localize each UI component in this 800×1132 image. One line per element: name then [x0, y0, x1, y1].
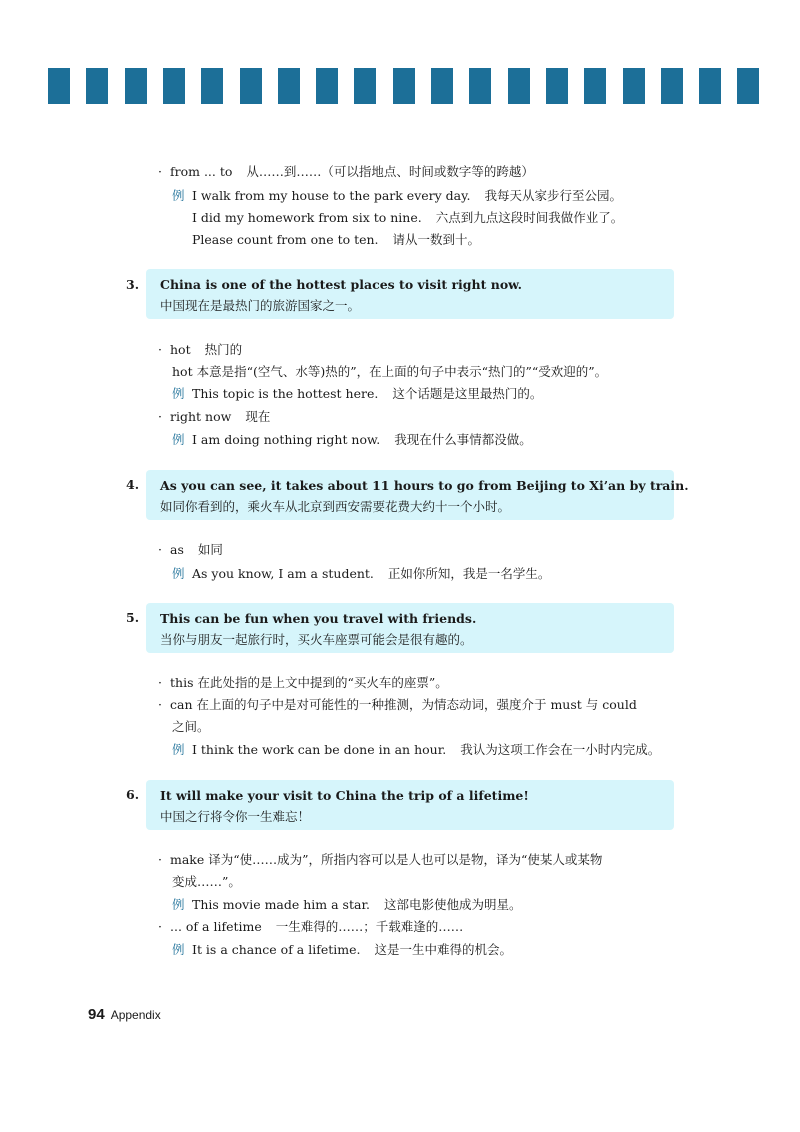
sentence-box — [146, 470, 689, 520]
example-mark: 例 — [172, 386, 185, 401]
bullet-term: hot — [170, 342, 191, 357]
bullet-dot: · — [158, 542, 162, 557]
sentence-zh: 中国现在是最热门的旅游国家之一。 — [160, 298, 361, 313]
header-block — [201, 68, 223, 104]
example-line — [172, 431, 532, 449]
header-block — [584, 68, 606, 104]
bullet-can — [158, 696, 637, 714]
bullet-as — [158, 541, 223, 559]
footer-label: Appendix — [110, 1008, 161, 1022]
bullet-gloss: 热门的 — [204, 342, 243, 357]
example-mark: 例 — [172, 566, 185, 581]
bullet-term: as — [170, 542, 184, 557]
page-footer — [88, 1006, 161, 1023]
note-detail: hot 本意是指“(空气、水等)热的”，在上面的句子中表示“热门的”“受欢迎的”。 — [172, 364, 608, 379]
sentence-box — [146, 269, 674, 319]
section-number: 3. — [126, 277, 140, 292]
page-number: 94 — [88, 1006, 105, 1023]
header-block — [354, 68, 376, 104]
example-line — [172, 565, 550, 583]
bullet-text: this 在此处指的是上文中提到的“买火车的座票”。 — [170, 675, 448, 690]
header-block — [163, 68, 185, 104]
bullet-term: ... of a lifetime — [170, 919, 262, 934]
bullet-dot: · — [158, 852, 162, 867]
header-block — [508, 68, 530, 104]
example-zh: 这部电影使他成为明星。 — [384, 897, 522, 912]
example-en: This topic is the hottest here. — [192, 386, 379, 401]
example-line — [172, 187, 622, 205]
example-en: I walk from my house to the park every day. — [192, 188, 471, 203]
example-mark: 例 — [172, 897, 185, 912]
bullet-gloss: 如同 — [197, 542, 223, 557]
bullet-term: from ... to — [170, 164, 233, 179]
bullet-gloss: 从……到……（可以指地点、时间或数字等的跨越） — [246, 164, 534, 179]
bullet-continuation: 之间。 — [172, 719, 210, 734]
sentence-zh: 当你与朋友一起旅行时，买火车座票可能会是很有趣的。 — [160, 632, 473, 647]
example-zh: 这个话题是这里最热门的。 — [392, 386, 543, 401]
example-mark: 例 — [172, 432, 185, 447]
header-block — [546, 68, 568, 104]
example-en: I think the work can be done in an hour. — [192, 742, 447, 757]
bullet-gloss: 现在 — [245, 409, 271, 424]
bullet-text: can 在上面的句子中是对可能性的一种推测，为情态动词，强度介于 must 与 could — [170, 697, 637, 712]
sentence-en: It will make your visit to China the trip of a lifetime! — [160, 788, 529, 803]
header-block — [699, 68, 721, 104]
section-number: 6. — [126, 787, 140, 802]
example-en: It is a chance of a lifetime. — [192, 942, 361, 957]
sentence-en: China is one of the hottest places to visit right now. — [160, 277, 523, 292]
example-en: I did my homework from six to nine. — [192, 210, 422, 225]
example-line — [192, 209, 623, 227]
bullet-dot: · — [158, 409, 162, 424]
bullet-continuation: 变成……”。 — [172, 874, 241, 889]
bullet-of-a-lifetime — [158, 918, 463, 936]
example-line — [172, 741, 660, 759]
bullet-make — [158, 851, 602, 869]
example-line — [172, 385, 542, 403]
bullet-dot: · — [158, 164, 162, 179]
sentence-box — [146, 780, 674, 830]
header-block — [86, 68, 108, 104]
sentence-box — [146, 603, 674, 653]
bullet-dot: · — [158, 675, 162, 690]
bullet-this — [158, 674, 448, 692]
header-block — [240, 68, 262, 104]
header-block — [48, 68, 70, 104]
section-number: 4. — [126, 477, 140, 492]
example-mark: 例 — [172, 942, 185, 957]
sentence-zh: 中国之行将令你一生难忘！ — [160, 809, 311, 824]
bullet-dot: · — [158, 919, 162, 934]
example-line — [192, 231, 480, 249]
sentence-en: This can be fun when you travel with friends. — [160, 611, 477, 626]
bullet-term: right now — [170, 409, 232, 424]
header-block — [278, 68, 300, 104]
example-line — [172, 896, 522, 914]
example-zh: 我每天从家步行至公园。 — [484, 188, 623, 203]
bullet-hot — [158, 341, 242, 359]
header-block — [316, 68, 338, 104]
example-line — [172, 941, 512, 959]
example-zh: 我现在什么事情都没做。 — [394, 432, 532, 447]
sentence-zh: 如同你看到的，乘火车从北京到西安需要花费大约十一个小时。 — [160, 499, 511, 514]
example-mark: 例 — [172, 188, 185, 203]
example-en: I am doing nothing right now. — [192, 432, 381, 447]
header-block — [125, 68, 147, 104]
header-block — [737, 68, 759, 104]
bullet-right-now — [158, 408, 270, 426]
example-en: As you know, I am a student. — [192, 566, 374, 581]
example-zh: 请从一数到十。 — [392, 232, 481, 247]
example-zh: 正如你所知，我是一名学生。 — [387, 566, 551, 581]
bullet-dot: · — [158, 697, 162, 712]
example-zh: 我认为这项工作会在一小时内完成。 — [460, 742, 661, 757]
example-zh: 六点到九点这段时间我做作业了。 — [435, 210, 624, 225]
header-block — [469, 68, 491, 104]
example-zh: 这是一生中难得的机会。 — [374, 942, 513, 957]
example-en: Please count from one to ten. — [192, 232, 379, 247]
section-number: 5. — [126, 610, 140, 625]
header-block — [623, 68, 645, 104]
bullet-from-to — [158, 163, 534, 181]
example-en: This movie made him a star. — [192, 897, 371, 912]
bullet-dot: · — [158, 342, 162, 357]
header-block — [431, 68, 453, 104]
header-block — [661, 68, 683, 104]
bullet-text: make 译为“使……成为”，所指内容可以是人也可以是物，译为“使某人或某物 — [170, 852, 603, 867]
sentence-en: As you can see, it takes about 11 hours to go from Beijing to Xi’an by train. — [160, 478, 689, 493]
example-mark: 例 — [172, 742, 185, 757]
header-decorative-bar — [48, 68, 748, 104]
header-block — [393, 68, 415, 104]
bullet-gloss: 一生难得的……；千载难逢的…… — [275, 919, 464, 934]
